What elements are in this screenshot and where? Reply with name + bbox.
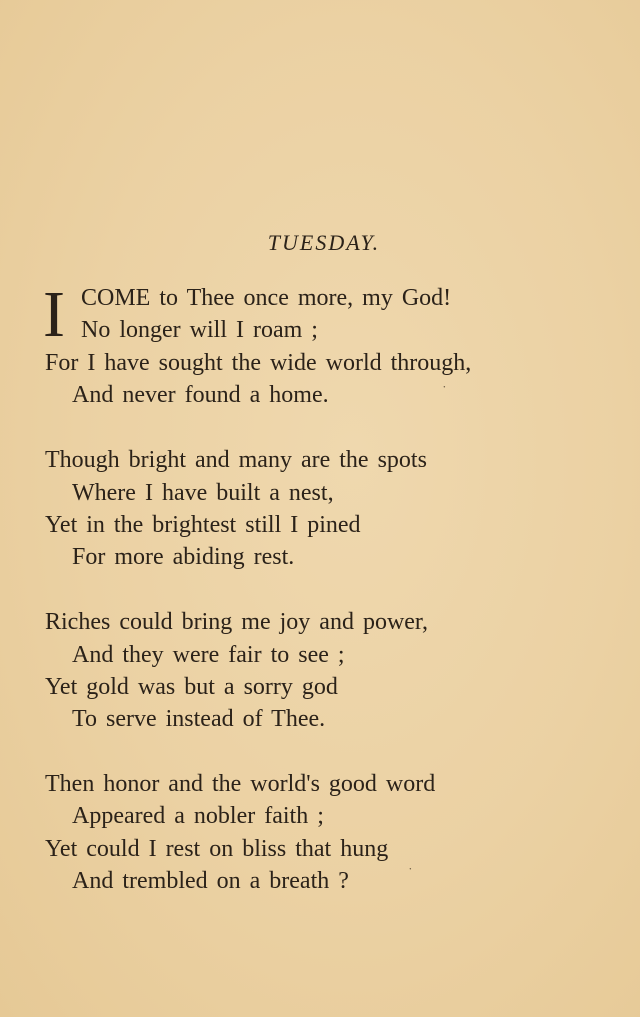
stanza-4-line-1: Then honor and the world's good word: [45, 771, 436, 797]
ink-speck-mark: ˙: [442, 384, 447, 399]
stanza-4-line-4: And trembled on a breath ?: [72, 868, 349, 894]
stanza-1-line-1: COME to Thee once more, my God!: [81, 285, 452, 311]
stanza-1-line-2: No longer will I roam ;: [81, 317, 318, 343]
stanza-1-line-4: And never found a home.: [72, 382, 329, 408]
ink-speck-mark: ˙: [408, 866, 413, 881]
stanza-2-line-2: Where I have built a nest,: [72, 480, 334, 506]
page-title: TUESDAY.: [267, 230, 381, 255]
stanza-2-line-1: Though bright and many are the spots: [45, 447, 427, 473]
stanza-2-line-3: Yet in the brightest still I pined: [45, 512, 361, 538]
stanza-4-line-3: Yet could I rest on bliss that hung: [45, 836, 389, 862]
stanza-3-line-1: Riches could bring me joy and power,: [45, 609, 428, 635]
stanza-3-line-4: To serve instead of Thee.: [72, 706, 326, 732]
stanza-4-line-2: Appeared a nobler faith ;: [72, 803, 324, 829]
stanza-2-line-4: For more abiding rest.: [72, 544, 295, 570]
stanza-1-line-3: For I have sought the wide world through,: [45, 350, 472, 376]
drop-cap: I: [43, 278, 65, 351]
stanza-3-line-2: And they were fair to see ;: [72, 642, 345, 668]
stanza-3-line-3: Yet gold was but a sorry god: [45, 674, 338, 700]
